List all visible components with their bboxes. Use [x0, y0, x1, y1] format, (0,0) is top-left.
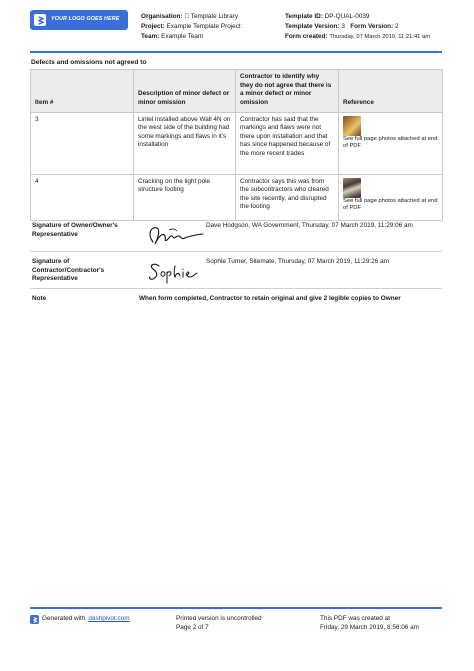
pdf-created-line1: This PDF was created at — [320, 615, 390, 622]
team-label: Team: — [141, 33, 160, 41]
table-row — [31, 112, 443, 174]
contractor-signature-block — [30, 258, 442, 290]
template-id-label: Template ID: — [285, 13, 323, 20]
form-version-label: Form Version: — [350, 23, 394, 31]
defect-description: Lintel installed above Wall 4N on the west side of the building had some markings and flaws in it's installation — [134, 112, 236, 174]
reference-cell — [339, 112, 443, 174]
defect-description: Cracking on the light pole structure footing — [134, 174, 236, 220]
reference-note: See full page photos attached at end of PDF — [343, 135, 438, 150]
footer-divider — [30, 607, 442, 609]
form-created-value: Thursday, 07 March 2019, 11:21:41 am — [329, 34, 431, 41]
contractor-signature-label: Signature of Contractor/Contractor's Representative — [32, 258, 105, 283]
pdf-created-info — [320, 615, 445, 632]
reference-note: See full page photos attached at end of PDF — [343, 197, 438, 212]
item-number: 4 — [31, 174, 134, 220]
signature-divider — [30, 288, 442, 289]
reference-photo-thumbnail[interactable] — [343, 178, 361, 198]
owner-signature-image — [145, 222, 213, 248]
dashpivot-link[interactable]: dashpivot.com — [88, 615, 130, 623]
owner-signature-details: Dave Hodgson, WA Government, Thursday, 07 March 2019, 11:29:06 am — [206, 222, 413, 229]
reference-photo-thumbnail[interactable] — [343, 116, 361, 136]
organisation-value:   Template Library — [184, 13, 239, 20]
template-meta — [285, 13, 445, 44]
owner-signature-label: Signature of Owner/Owner's Representative — [32, 222, 118, 238]
organisation-label: Organisation: — [141, 13, 183, 20]
owner-signature-block — [30, 222, 442, 254]
organisation-info — [141, 13, 281, 43]
company-logo — [30, 10, 128, 30]
note-label: Note — [32, 295, 47, 302]
col-header-item: Item # — [31, 70, 134, 113]
reference-cell — [339, 174, 443, 220]
table-row — [31, 174, 443, 220]
pdf-created-line2: Friday, 29 March 2019, 8:56:06 am — [320, 623, 419, 631]
col-header-description: Description of minor defect or minor omission — [134, 70, 236, 113]
dashpivot-logo-icon — [30, 615, 39, 624]
generated-with — [30, 615, 130, 624]
note-text: When form completed, Contractor to retain original and give 2 legible copies to Owner — [139, 295, 401, 302]
project-value: Example Template Project — [166, 23, 241, 31]
item-number: 3 — [31, 112, 134, 174]
template-version-label: Template Version: — [285, 23, 340, 31]
print-info — [176, 615, 296, 632]
defects-table — [30, 69, 443, 221]
contractor-response: Contractor has said that the markings and flaws were not there upon installation and that has since happened because of the more recent trades — [236, 112, 339, 174]
page-header — [30, 10, 442, 50]
logo-mark-icon — [34, 14, 46, 26]
table-header-row — [31, 70, 443, 113]
col-header-contractor: Contractor to identify why they do not agree that there is a minor defect or minor omission — [236, 70, 339, 113]
form-version-value: 2 — [395, 23, 399, 31]
section-title: Defects and omissions not agreed to — [31, 59, 147, 66]
page-number: Page 2 of 7 — [176, 623, 209, 631]
header-divider — [30, 51, 442, 53]
form-created-label: Form created: — [285, 33, 328, 41]
contractor-response: Contractor says this was from the subcontractors who cleared the site recently, and disrupted the footing — [236, 174, 339, 220]
col-header-reference: Reference — [339, 70, 443, 113]
project-label: Project: — [141, 23, 165, 31]
contractor-signature-image — [145, 258, 213, 284]
template-id-value: DP-QUAL-0039 — [324, 13, 370, 20]
template-version-value: 3 — [341, 23, 345, 31]
page-footer — [30, 612, 442, 662]
logo-text: YOUR LOGO GOES HERE — [51, 16, 120, 23]
printed-notice: Printed version is uncontrolled — [176, 615, 262, 622]
generated-with-text: Generated with — [42, 615, 86, 623]
team-value: Example Team — [161, 33, 204, 41]
contractor-signature-details: Sophie Turner, Sitemate, Thursday, 07 March 2019, 11:29:26 am — [206, 258, 389, 265]
signature-divider — [30, 251, 442, 252]
